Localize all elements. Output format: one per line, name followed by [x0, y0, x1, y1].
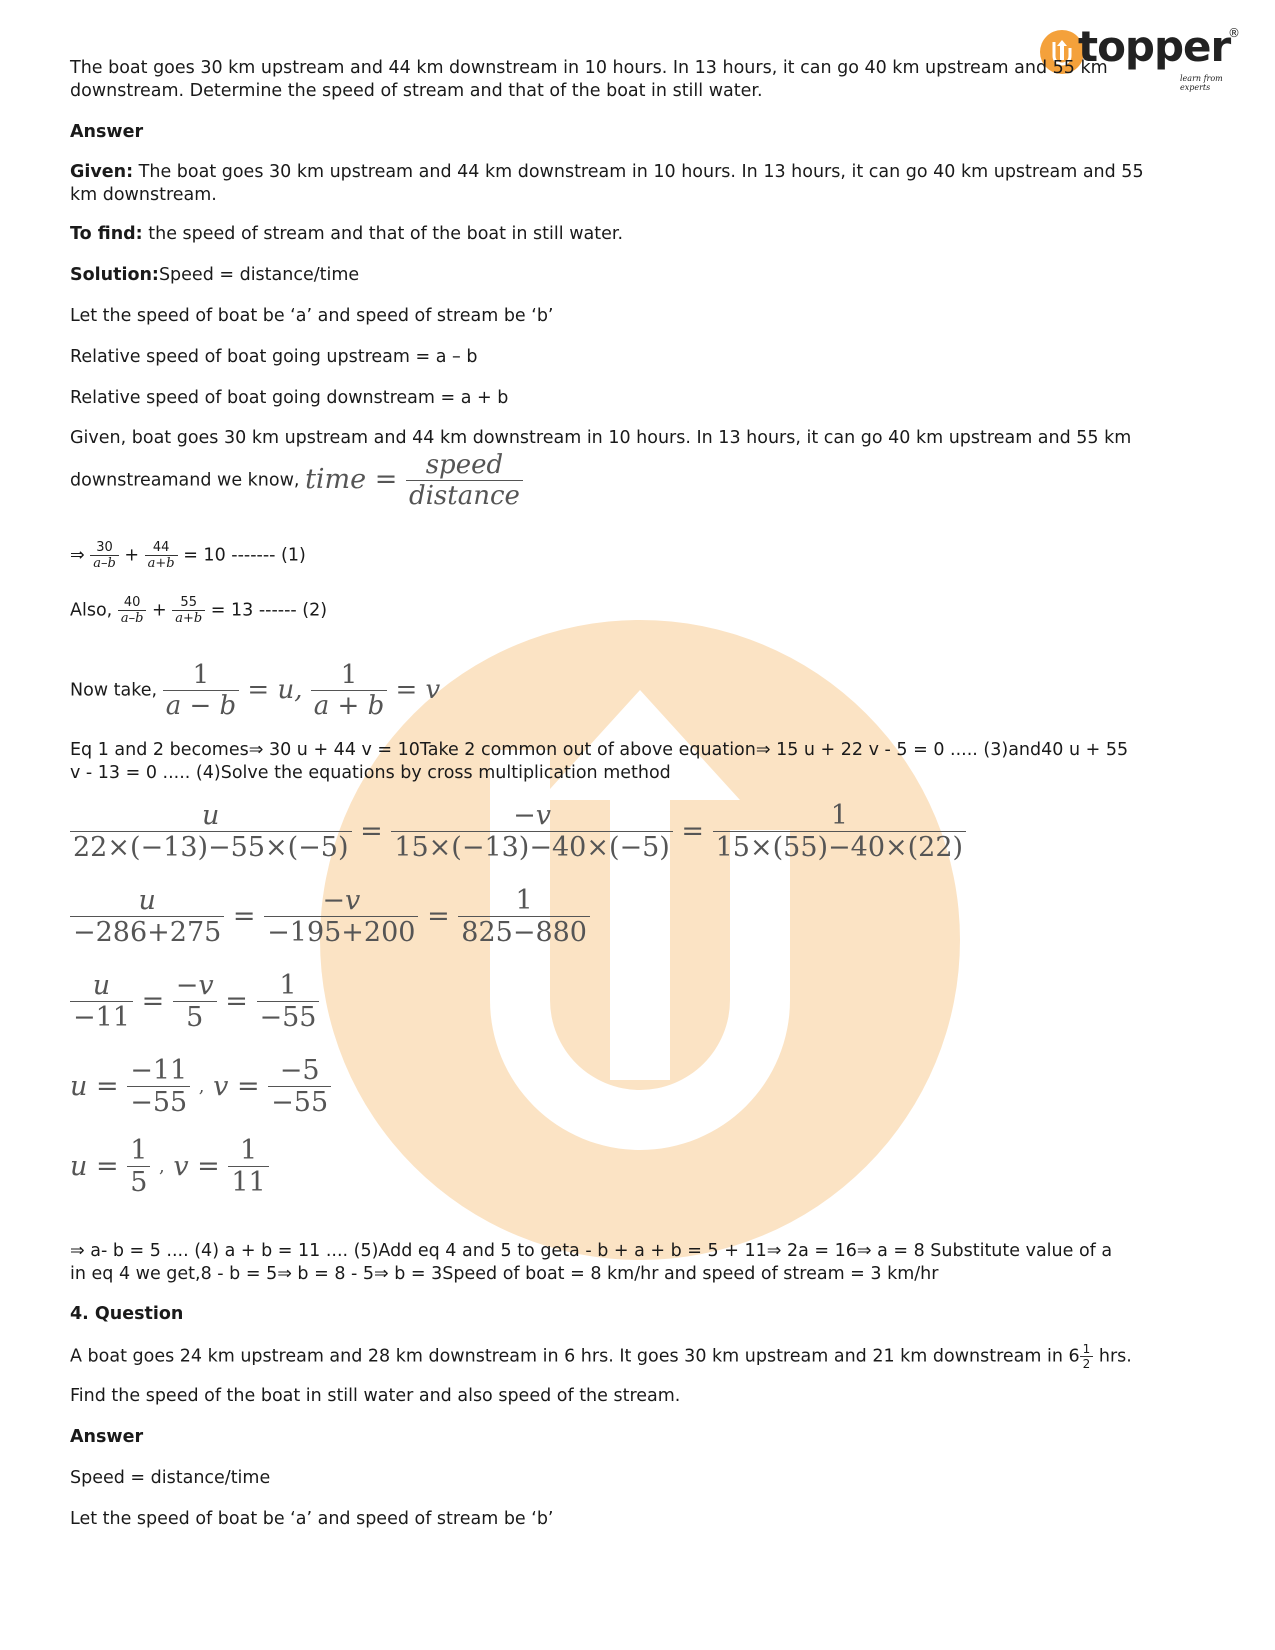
numerator: 55 [172, 595, 205, 611]
to-find-line [70, 224, 623, 244]
denominator: a–b [93, 556, 116, 571]
distance-word: distance [408, 481, 520, 511]
time-formula-line [70, 450, 523, 511]
question-4-speed-formula: Speed = distance/time [70, 1468, 271, 1488]
numerator: −v [391, 800, 673, 832]
speed-over-distance [406, 450, 523, 511]
numerator: −11 [127, 1055, 190, 1087]
denominator: a+b [175, 611, 203, 626]
denominator: 22×(−13)−55×(−5) [73, 832, 349, 863]
equals-sign: = [681, 816, 705, 847]
implies-arrow: ⇒ [70, 545, 85, 566]
speed-word: speed [406, 450, 523, 481]
denominator: −55 [271, 1087, 329, 1118]
brand-tagline: learn from experts [1180, 74, 1223, 92]
cross-mult-step2 [70, 885, 590, 948]
numerator: u [70, 800, 352, 832]
denominator: −55 [259, 1002, 317, 1033]
one-fraction [713, 800, 966, 863]
denominator: −195+200 [267, 917, 416, 948]
equation-1 [70, 540, 306, 571]
question-4-line2: Find the speed of the boat in still water and also speed of the stream. [70, 1386, 681, 1406]
numerator: −v [264, 885, 418, 917]
denominator: a+b [147, 556, 175, 571]
equation-rhs: = 10 ------- (1) [183, 545, 306, 566]
denominator: 5 [130, 1167, 148, 1198]
relative-downstream: Relative speed of boat going downstream = a + b [70, 388, 509, 408]
denominator: a–b [120, 611, 144, 626]
equals-u: = u, [247, 674, 303, 705]
numerator: −5 [268, 1055, 331, 1087]
v-fraction [173, 970, 217, 1033]
u-value-fraction [127, 1055, 190, 1118]
equals-v: = v [395, 674, 441, 705]
fraction-40-over-a-minus-b [118, 595, 147, 626]
plus-sign: + [124, 545, 140, 566]
numerator: 40 [118, 595, 147, 611]
fraction-1-over-a-minus-b [163, 660, 239, 721]
half-fraction [1080, 1342, 1094, 1371]
uv-values-step2 [70, 1135, 269, 1198]
equals-sign: = [374, 464, 398, 495]
equation-2 [70, 595, 327, 626]
numerator: 1 [127, 1135, 150, 1167]
comma: , [198, 1076, 205, 1097]
equals-sign: = [232, 901, 256, 932]
cross-mult-step1 [70, 800, 966, 863]
question-4-heading: 4. Question [70, 1304, 184, 1324]
cross-mult-step3 [70, 970, 319, 1033]
one-fraction [458, 885, 590, 948]
final-solution-line1: ⇒ a- b = 5 .... (4) a + b = 11 .... (5)Add eq 4 and 5 to geta - b + a + b = 5 + 11⇒ 2a = 16⇒ a = 8 Substitute value of a [70, 1241, 1113, 1261]
u-value-fraction [127, 1135, 150, 1198]
denominator: a − b [165, 691, 237, 721]
equals-sign: = [225, 986, 248, 1017]
given-text: The boat goes 30 km upstream and 44 km downstream in 10 hours. In 13 hours, it can go 40 km upstream and 55 [133, 162, 1144, 182]
registered-mark: ® [1228, 26, 1240, 40]
fraction-30-over-a-minus-b [90, 540, 119, 571]
comma: , [158, 1156, 165, 1177]
given2-line2: downstreamand we know, [70, 470, 300, 491]
given-label: Given: [70, 162, 134, 182]
numerator: 30 [90, 540, 119, 556]
relative-upstream: Relative speed of boat going upstream = a – b [70, 347, 478, 367]
equations-text-line2: v - 13 = 0 ..... (4)Solve the equations by cross multiplication method [70, 763, 671, 783]
denominator: −286+275 [73, 917, 222, 948]
denominator: 2 [1082, 1357, 1091, 1371]
equals-sign: = [427, 901, 450, 932]
question-4-line1 [70, 1342, 1132, 1371]
uv-values-step1 [70, 1055, 331, 1118]
let-statement: Let the speed of boat be ‘a’ and speed of stream be ‘b’ [70, 306, 554, 326]
equation-rhs: = 13 ------ (2) [210, 600, 328, 621]
substitution-line [70, 660, 440, 721]
to-find-text: the speed of stream and that of the boat in still water. [142, 224, 624, 244]
solution-line [70, 265, 359, 285]
question-4-let-statement: Let the speed of boat be ‘a’ and speed of stream be ‘b’ [70, 1509, 554, 1529]
numerator: 1 [228, 1135, 268, 1167]
answer-heading: Answer [70, 122, 144, 142]
also-label: Also, [70, 600, 113, 621]
numerator: 1 [1080, 1342, 1094, 1357]
numerator: u [70, 885, 224, 917]
numerator: 1 [257, 970, 320, 1002]
brand-name: topper [1078, 22, 1231, 71]
solution-label: Solution: [70, 265, 159, 285]
numerator: 1 [713, 800, 966, 832]
denominator: −55 [130, 1087, 188, 1118]
v-equals: v = [173, 1151, 220, 1182]
question-4-text: A boat goes 24 km upstream and 28 km downstream in 6 hrs. It goes 30 km upstream and 21 km downstream in 6 [70, 1346, 1080, 1367]
denominator: 5 [186, 1002, 204, 1033]
to-find-label: To find: [70, 224, 143, 244]
v-value-fraction [268, 1055, 331, 1118]
numerator: 44 [145, 540, 178, 556]
denominator: 15×(−13)−40×(−5) [394, 832, 670, 863]
solution-text: Speed = distance/time [158, 265, 360, 285]
u-fraction [70, 800, 352, 863]
denominator: a + b [313, 691, 385, 721]
given2-line1: Given, boat goes 30 km upstream and 44 km downstream in 10 hours. In 13 hours, it can go 40 km upstream and 55 km [70, 428, 1132, 448]
fraction-55-over-a-plus-b [172, 595, 205, 626]
one-fraction [257, 970, 320, 1033]
plus-sign: + [151, 600, 167, 621]
numerator: 1 [311, 660, 387, 691]
equals-sign: = [360, 816, 383, 847]
v-value-fraction [228, 1135, 268, 1198]
numerator: 1 [458, 885, 590, 917]
equals-sign: = [141, 986, 165, 1017]
question-text-line2: downstream. Determine the speed of stream and that of the boat in still water. [70, 81, 763, 101]
denominator: 15×(55)−40×(22) [715, 832, 964, 863]
u-equals: u = [70, 1071, 119, 1102]
fraction-44-over-a-plus-b [145, 540, 178, 571]
v-fraction [264, 885, 418, 948]
u-equals: u = [70, 1151, 119, 1182]
numerator: 1 [163, 660, 239, 691]
v-fraction [391, 800, 673, 863]
fraction-1-over-a-plus-b [311, 660, 387, 721]
denominator: 825−880 [461, 917, 587, 948]
equations-text-line1: Eq 1 and 2 becomes⇒ 30 u + 44 v = 10Take 2 common out of above equation⇒ 15 u + 22 v - 5 = 0 ..... (3)and40 u + 55 [70, 740, 1129, 760]
question-4-answer-heading: Answer [70, 1427, 144, 1447]
numerator: u [70, 970, 133, 1002]
given-line2: km downstream. [70, 185, 217, 205]
given-line1 [70, 162, 1144, 182]
final-solution-line2: in eq 4 we get,8 - b = 5⇒ b = 8 - 5⇒ b = 3Speed of boat = 8 km/hr and speed of stream = 3 km/hr [70, 1264, 939, 1284]
numerator: −v [173, 970, 217, 1002]
denominator: −11 [73, 1002, 130, 1033]
question-text-line1: The boat goes 30 km upstream and 44 km downstream in 10 hours. In 13 hours, it can go 40 km upstream and 55 km [70, 58, 1108, 78]
time-word: time [305, 464, 367, 495]
v-equals: v = [213, 1071, 260, 1102]
hrs-suffix: hrs. [1093, 1346, 1132, 1367]
now-take-label: Now take, [70, 680, 158, 701]
u-fraction [70, 970, 133, 1033]
denominator: 11 [231, 1167, 266, 1198]
u-fraction [70, 885, 224, 948]
